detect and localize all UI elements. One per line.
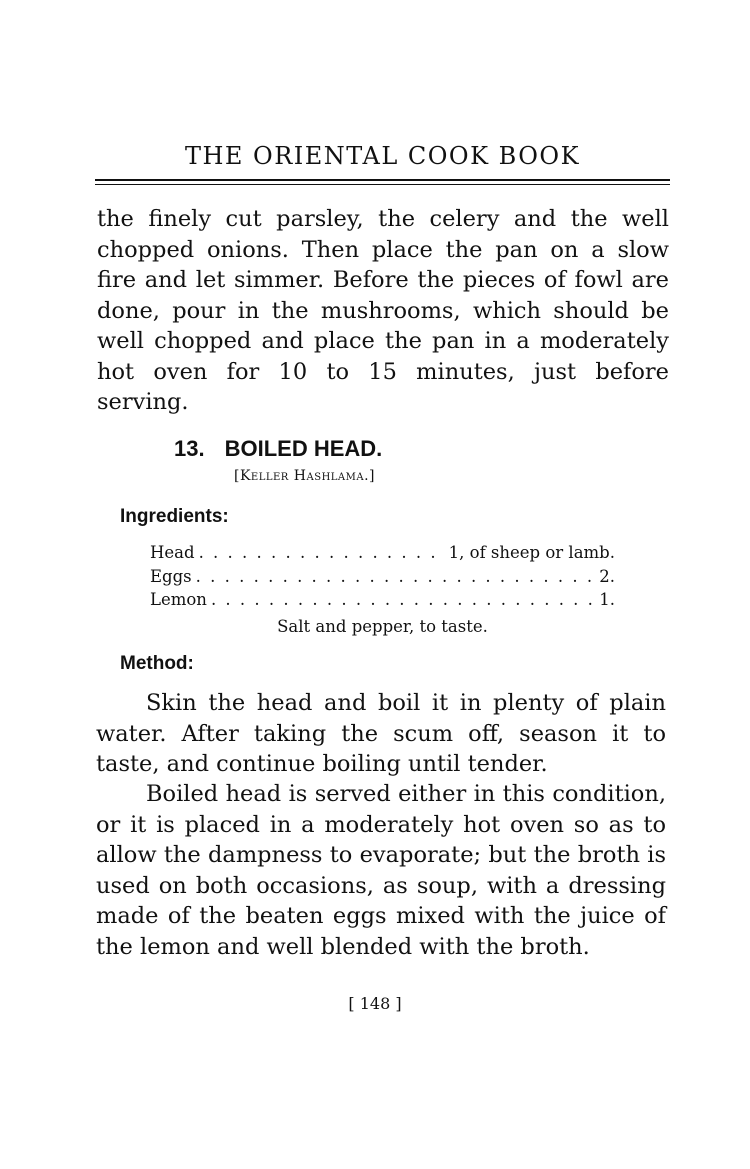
header-rule-thin [95, 184, 670, 185]
ingredient-item: Head [150, 543, 195, 562]
ingredient-quantity: 2. [599, 566, 615, 586]
recipe-title: BOILED HEAD. [224, 436, 383, 461]
ingredients-label: Ingredients: [120, 506, 229, 527]
leader-dots [211, 588, 595, 612]
continued-paragraph: the finely cut parsley, the celery and the well chopped onions. Then place the pan on a slow fire and let simmer. Before the pieces of fowl are done, pour in the mushrooms, which should be well chopped and place the pan in a moderately hot oven for 10 to 15 minutes, just before serving. [97, 206, 669, 415]
ingredient-quantity: 1. [599, 590, 615, 609]
ingredients-list [150, 541, 615, 612]
method-paragraph: Skin the head and boil it in plenty of plain water. After taking the scum off, season it to taste, and continue boiling until tender. [96, 690, 666, 777]
recipe-heading [174, 436, 382, 462]
ingredient-row [150, 565, 615, 589]
ingredient-item: Eggs [150, 566, 192, 586]
recipe-number: 13. [174, 436, 205, 461]
leader-dots [196, 565, 596, 589]
recipe-native-name: [Keller Hashlama.] [234, 468, 376, 484]
ingredient-row [150, 541, 615, 565]
method-label: Method: [120, 653, 194, 674]
header-rule-thick [95, 179, 670, 181]
ingredient-item: Lemon [150, 590, 207, 609]
leader-dots [199, 541, 445, 565]
method-paragraph: Boiled head is served either in this condition, or it is placed in a moderately hot oven so as to allow the dampness to evaporate; but the broth is used on both occasions, as soup, with a dressing made of the beaten eggs mixed with the juice of the lemon and well blended with the broth. [96, 781, 666, 960]
ingredient-row [150, 588, 615, 612]
page-number: [ 148 ] [348, 994, 402, 1013]
ingredient-quantity: 1, of sheep or lamb. [448, 543, 615, 562]
running-head: THE ORIENTAL COOK BOOK [184, 142, 581, 170]
seasoning-note: Salt and pepper, to taste. [277, 617, 488, 636]
